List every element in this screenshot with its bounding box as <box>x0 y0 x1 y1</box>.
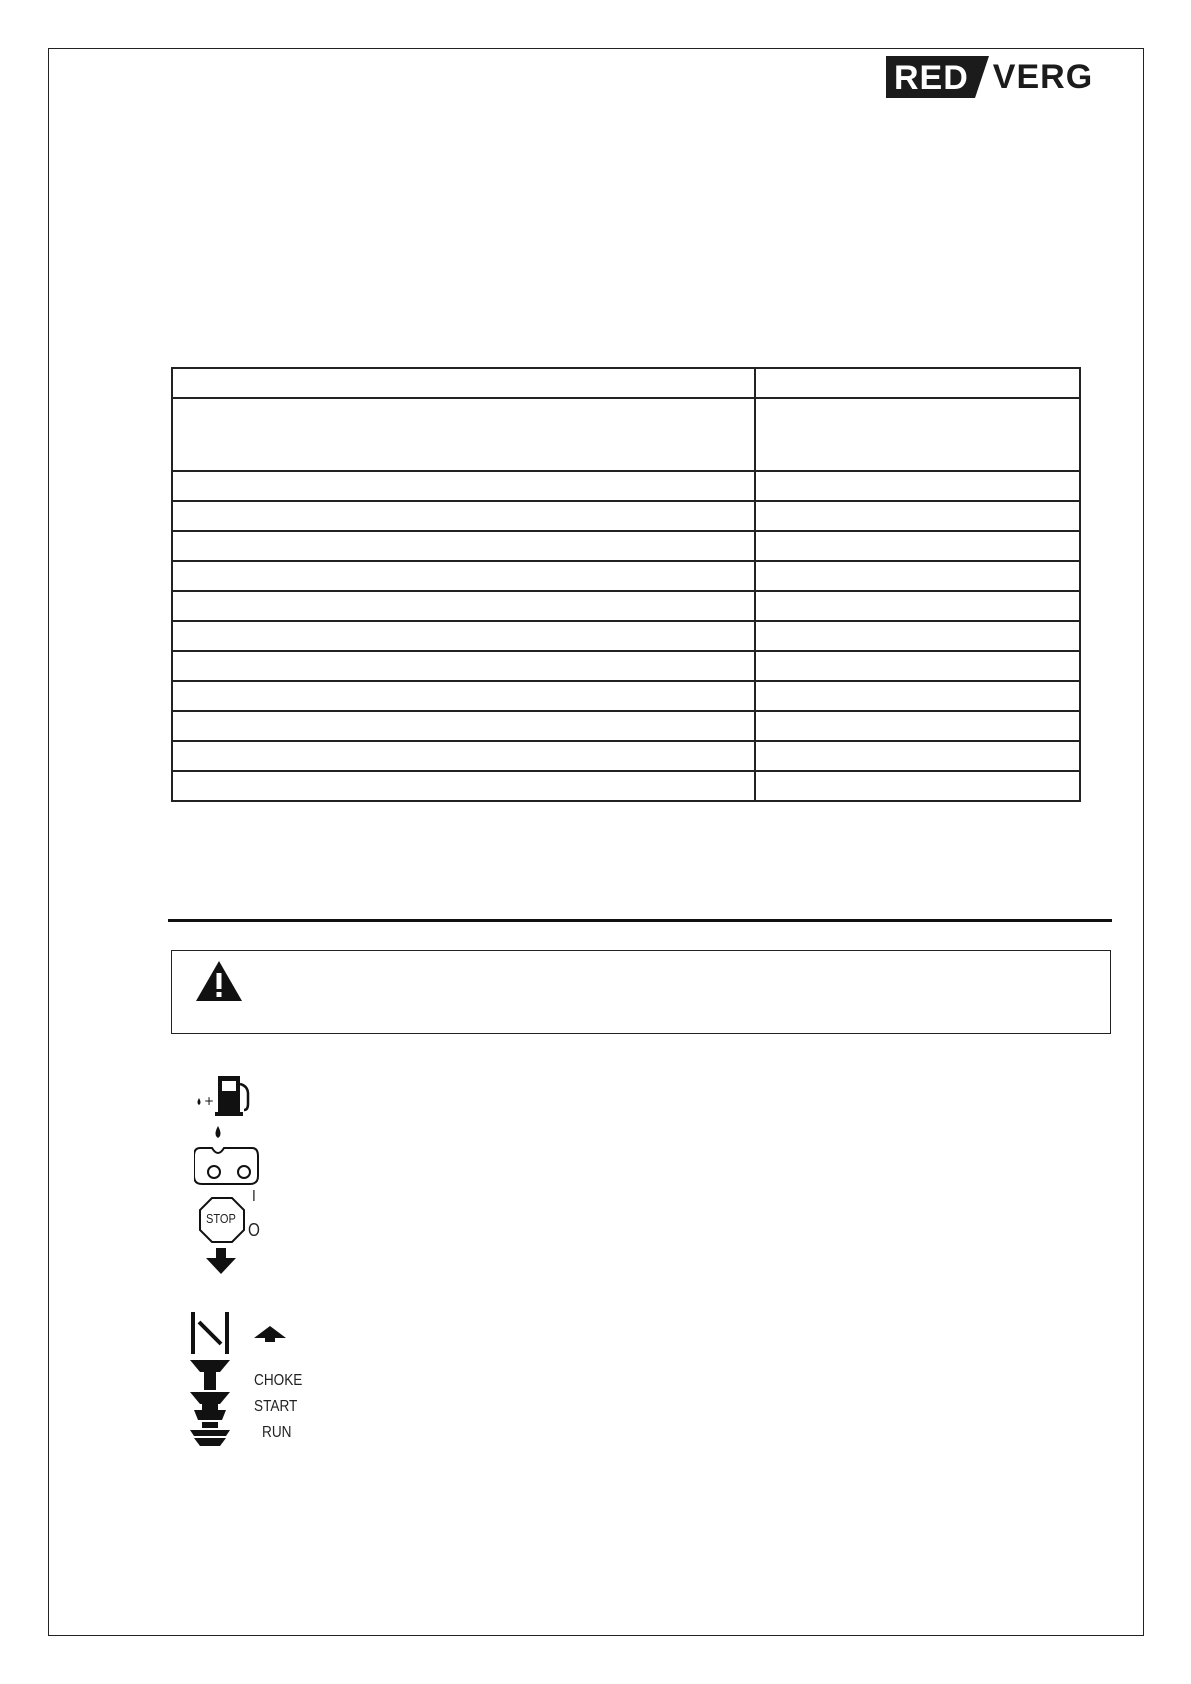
switch-off-label: O <box>248 1220 260 1240</box>
table-cell <box>755 741 1080 771</box>
table-cell <box>755 771 1080 801</box>
choke-knob-icon <box>190 1360 230 1390</box>
table-row <box>172 711 1080 741</box>
table-cell <box>755 591 1080 621</box>
table-cell <box>755 398 1080 471</box>
table-cell <box>172 561 755 591</box>
section-divider <box>168 919 1112 922</box>
table-cell <box>172 398 755 471</box>
table-row <box>172 531 1080 561</box>
start-knob-icon <box>190 1392 230 1420</box>
table-cell <box>755 531 1080 561</box>
table-cell <box>755 501 1080 531</box>
brand-logo <box>886 56 1093 98</box>
warning-triangle-icon <box>194 959 244 1003</box>
table-cell <box>172 711 755 741</box>
table-cell <box>172 531 755 561</box>
run-label: RUN <box>262 1424 292 1441</box>
table-row <box>172 501 1080 531</box>
table-cell <box>172 741 755 771</box>
table-row <box>172 651 1080 681</box>
logo-red-part: RED <box>886 56 975 98</box>
table-cell <box>172 681 755 711</box>
table-cell <box>172 591 755 621</box>
table-row <box>172 471 1080 501</box>
table-row <box>172 741 1080 771</box>
table-cell <box>172 471 755 501</box>
table-cell <box>755 681 1080 711</box>
table-cell <box>172 621 755 651</box>
table-cell <box>755 651 1080 681</box>
up-arrow-icon <box>254 1326 286 1342</box>
switch-on-label: I <box>252 1188 256 1205</box>
table-cell <box>755 711 1080 741</box>
table-row <box>172 398 1080 471</box>
spec-table <box>171 367 1081 802</box>
choke-lever-icon <box>190 1312 230 1354</box>
fuel-mix-icon <box>190 1072 262 1118</box>
table-row <box>172 368 1080 398</box>
table-cell <box>172 501 755 531</box>
table-row <box>172 621 1080 651</box>
stop-label: STOP <box>206 1211 236 1226</box>
table-cell <box>172 771 755 801</box>
table-cell <box>172 651 755 681</box>
logo-verg-part: VERG <box>992 58 1094 96</box>
start-label: START <box>254 1398 298 1415</box>
table-cell <box>755 368 1080 398</box>
down-arrow-icon <box>206 1248 236 1274</box>
choke-label: CHOKE <box>254 1372 303 1389</box>
table-row <box>172 771 1080 801</box>
table-cell <box>755 561 1080 591</box>
run-knob-icon <box>190 1422 230 1446</box>
table-row <box>172 681 1080 711</box>
table-cell <box>172 368 755 398</box>
table-cell <box>755 471 1080 501</box>
table-row <box>172 591 1080 621</box>
svg-text:+: + <box>204 1094 215 1108</box>
warning-box <box>171 950 1111 1034</box>
chain-oil-icon <box>194 1126 264 1192</box>
table-row <box>172 561 1080 591</box>
table-cell <box>755 621 1080 651</box>
